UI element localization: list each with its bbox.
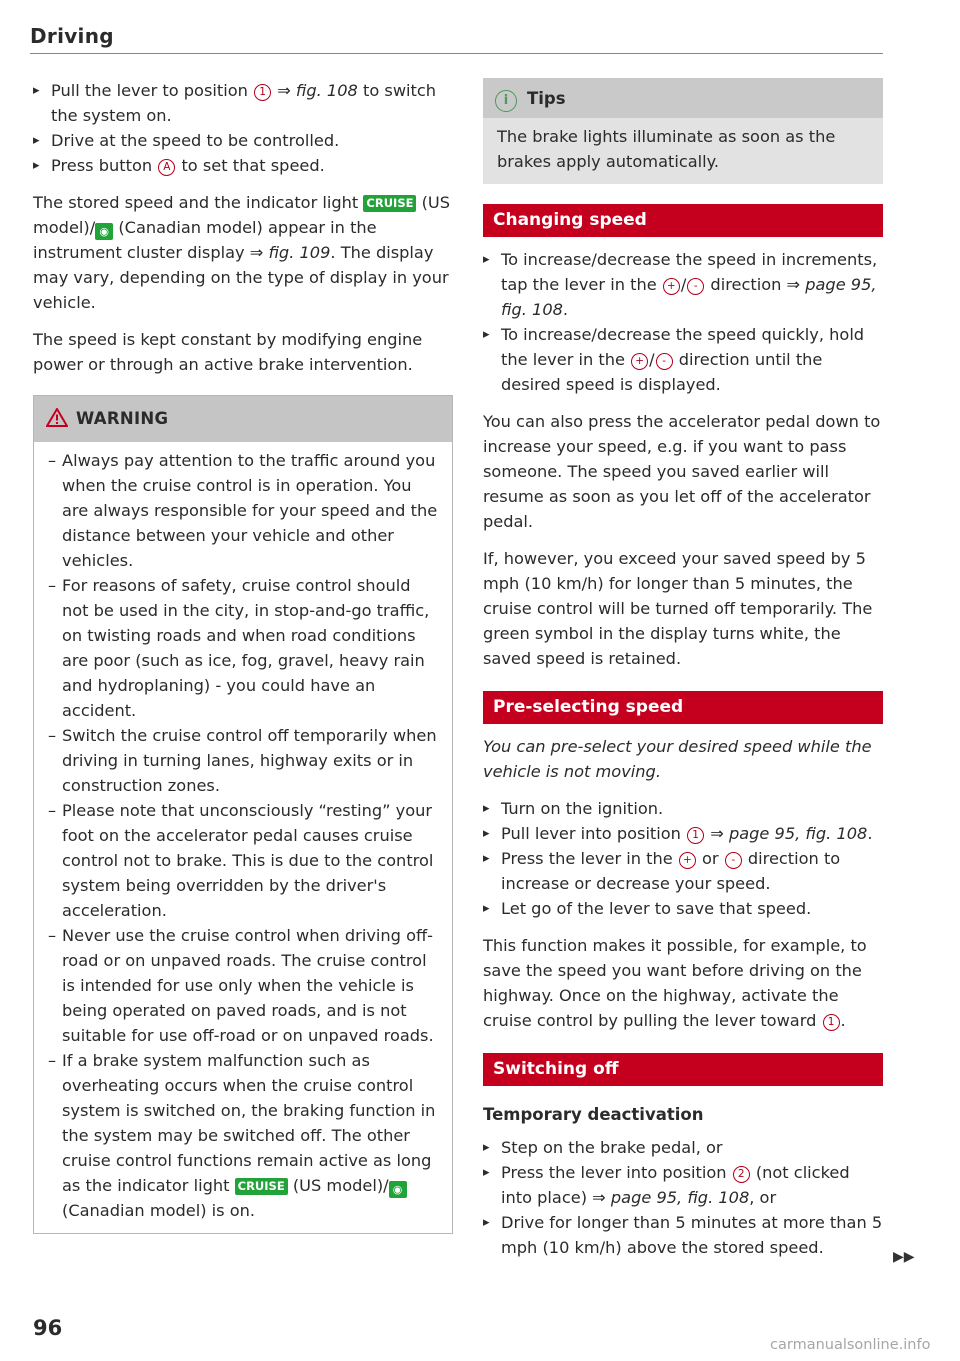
step-ignition [483, 796, 883, 821]
paragraph-text: . [840, 1011, 846, 1030]
step-pull-lever [33, 78, 453, 128]
canadian-cruise-indicator-icon: ◉ [389, 1181, 407, 1198]
section-title: Driving [30, 24, 114, 48]
step-press-position-2 [483, 1160, 883, 1210]
step-text: Step on the brake pedal, or [501, 1138, 723, 1157]
step-brake-pedal [483, 1135, 883, 1160]
paragraph-function [483, 933, 883, 1033]
figure-reference[interactable]: ⇒ fig. 109 [249, 243, 331, 262]
warning-box [33, 395, 453, 1234]
minus-marker: - [687, 278, 704, 295]
step-text: direction until the desired speed is displayed. [501, 350, 823, 394]
warning-text: (Canadian model) is on. [62, 1201, 256, 1220]
paragraph-text: The speed is kept constant by modifying engine power or through an active brake intervention. [33, 330, 423, 374]
slash-text: / [680, 275, 687, 294]
warning-item [48, 798, 438, 923]
warning-text: Never use the cruise control when driving off-road or on unpaved roads. The cruise control is intended for use only when the vehicle is being operated on paved roads, and is not suitable for use off-road or on unpaved roads. [62, 926, 434, 1045]
step-text: Press button [51, 156, 158, 175]
warning-text: (US model)/ [287, 1176, 389, 1195]
position-marker-2: 2 [733, 1166, 750, 1183]
tips-body [483, 118, 883, 184]
tips-title: Tips [527, 89, 566, 108]
section-header-switching-off: Switching off [483, 1053, 883, 1086]
warning-triangle-icon [46, 408, 68, 434]
minus-marker: - [725, 852, 742, 869]
step-text: Press the lever in the [501, 849, 678, 868]
canadian-cruise-indicator-icon: ◉ [95, 223, 113, 240]
paragraph-speed-constant [33, 327, 453, 377]
position-marker-1: 1 [823, 1014, 840, 1031]
step-text: direction [705, 275, 787, 294]
step-text: Pull lever into position [501, 824, 687, 843]
figure-reference[interactable]: ⇒ fig. 108 [277, 81, 358, 100]
warning-body [34, 442, 452, 1233]
step-let-go [483, 896, 883, 921]
warning-item [48, 573, 438, 723]
paragraph-text: . The display may vary, depending on the type of display in your vehicle. [33, 243, 449, 312]
warning-item [48, 923, 438, 1048]
paragraph-text: This function makes it possible, for example, to save the speed you want before driving on the highway. Once on the highway, activate the cruise control by pulling the lever toward [483, 936, 867, 1030]
right-column [483, 78, 883, 1260]
warning-text: If a brake system malfunction such as overheating occurs when the cruise control system is switched on, the braking function in the system may be switched off. The other cruise control functions remain active as long as the indicator light [62, 1051, 436, 1195]
warning-text: Always pay attention to the traffic around you when the cruise control is in operation. You are always responsible for your speed and the distance between your vehicle and other vehicles. [62, 451, 438, 570]
step-text: Pull the lever to position [51, 81, 254, 100]
warning-text: Please note that unconsciously “resting” your foot on the accelerator pedal causes cruise control not to brake. This is due to the control system being overridden by the driver's acceleration. [62, 801, 434, 920]
warning-item [48, 723, 438, 798]
paragraph-text: The stored speed and the indicator light [33, 193, 364, 212]
step-text: Drive for longer than 5 minutes at more than 5 mph (10 km/h) above the stored speed. [501, 1213, 883, 1257]
warning-header [34, 396, 452, 442]
tips-box [483, 78, 883, 184]
step-text: direction to increase or decrease your speed. [501, 849, 841, 893]
step-text: to switch the system on. [51, 81, 437, 125]
header-divider [30, 53, 883, 54]
paragraph-accelerator [483, 409, 883, 534]
section-header-preselect: Pre-selecting speed [483, 691, 883, 724]
step-press-button [33, 153, 453, 178]
step-text: (not clicked into place) [501, 1163, 850, 1207]
step-pull-position [483, 821, 883, 846]
info-icon: i [495, 90, 517, 112]
paragraph-text: (US model)/ [33, 193, 451, 237]
step-drive-longer [483, 1210, 883, 1260]
step-increment [483, 247, 883, 322]
page-number: 96 [33, 1316, 63, 1340]
section-header-changing-speed: Changing speed [483, 204, 883, 237]
step-text: To increase/decrease the speed quickly, hold the lever in the [501, 325, 865, 369]
step-text: Press the lever into position [501, 1163, 732, 1182]
subheading-temporary-deactivation: Temporary deactivation [483, 1105, 704, 1124]
step-text: to set that speed. [176, 156, 325, 175]
warning-title: WARNING [76, 409, 169, 428]
warning-text: For reasons of safety, cruise control should not be used in the city, in stop-and-go traffic, on twisting roads and when road conditions are poor (such as ice, fog, gravel, heavy rain and hydroplaning) - you could have an accident. [62, 576, 430, 720]
step-quick-change [483, 322, 883, 397]
preselect-intro: You can pre-select your desired speed while the vehicle is not moving. [483, 737, 872, 781]
step-text: To increase/decrease the speed in increments, tap the lever in the [501, 250, 878, 294]
warning-item [48, 448, 438, 573]
step-text: Drive at the speed to be controlled. [51, 131, 340, 150]
position-marker-1: 1 [254, 84, 271, 101]
tips-text: The brake lights illuminate as soon as the brakes apply automatically. [497, 127, 836, 171]
cruise-indicator-icon: CRUISE [235, 1178, 288, 1195]
step-text: . [562, 300, 569, 319]
step-text: . [867, 824, 873, 843]
paragraph-text: If, however, you exceed your saved speed by 5 mph (10 km/h) for longer than 5 minutes, the cruise control will be turned off temporarily. The green symbol in the display turns white, the saved speed is retained. [483, 549, 873, 668]
watermark: carmanualsonline.info [770, 1337, 931, 1353]
position-marker-1: 1 [687, 827, 704, 844]
page-reference[interactable]: ⇒ page 95, fig. 108 [592, 1188, 750, 1207]
step-text: Turn on the ignition. [501, 799, 664, 818]
left-column [33, 78, 453, 1234]
paragraph-exceed-speed [483, 546, 883, 671]
step-press-direction [483, 846, 883, 896]
minus-marker: - [656, 353, 673, 370]
step-drive [33, 128, 453, 153]
paragraph-stored-speed [33, 190, 453, 315]
step-text: Let go of the lever to save that speed. [501, 899, 812, 918]
plus-marker: + [679, 852, 696, 869]
warning-text: Switch the cruise control off temporarily when driving in turning lanes, highway exits or in construction zones. [62, 726, 437, 795]
paragraph-text: You can also press the accelerator pedal down to increase your speed, e.g. if you want to pass someone. The speed you saved earlier will resume as soon as you let off of the accelerator pedal. [483, 412, 881, 531]
step-text: , or [749, 1188, 777, 1207]
paragraph-text: (Canadian model) appear in the instrument cluster display [33, 218, 377, 262]
tips-header [483, 78, 883, 118]
page-reference[interactable]: ⇒ page 95, fig. 108 [501, 275, 877, 319]
continue-arrow-icon: ▶▶ [893, 1249, 915, 1265]
warning-item [48, 1048, 438, 1223]
slash-text: / [649, 350, 655, 369]
plus-marker: + [631, 353, 648, 370]
plus-marker: + [663, 278, 680, 295]
cruise-indicator-icon: CRUISE [363, 195, 416, 212]
page-reference[interactable]: ⇒ page 95, fig. 108 [710, 824, 868, 843]
button-marker-a: A [158, 159, 175, 176]
step-text: or [696, 849, 724, 868]
